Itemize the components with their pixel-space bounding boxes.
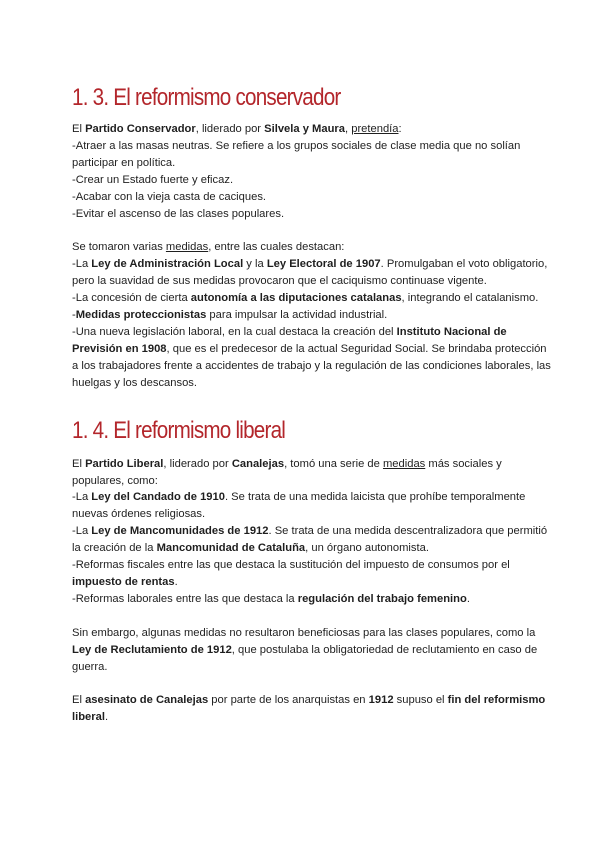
measure-item: -La Ley de Administración Local y la Ley Electoral de 1907. Promulgaban el voto obligatorio, pero la suavidad de sus medidas provocaron que el caciquismo continuase vigente. [72, 258, 548, 288]
liberal-item: -Reformas fiscales entre las que destaca la sustitución del impuesto de consumos por el impuesto de rentas. [72, 559, 510, 588]
section-title-conservador: 1. 3. El reformismo conservador [72, 84, 341, 111]
liberal-item: -La Ley de Mancomunidades de 1912. Se trata de una medida descentralizadora que permitió la creación de la Mancomunidad de Cataluña, un órgano autonomista. [72, 525, 548, 555]
aim-item: -Evitar el ascenso de las clases populares. [72, 207, 285, 220]
measure-item: -Medidas proteccionistas para impulsar la actividad industrial. [72, 309, 388, 322]
measure-item: -La concesión de cierta autonomía a las diputaciones catalanas, integrando el catalanismo. [72, 292, 539, 305]
aim-item: -Atraer a las masas neutras. Se refiere a los grupos sociales de clase media que no solían participar en política. [72, 139, 521, 169]
paragraph-canalejas: El asesinato de Canalejas por parte de los anarquistas en 1912 supuso el fin del reformismo liberal. [72, 694, 546, 724]
measures-intro: Se tomaron varias medidas, entre las cuales destacan: [72, 241, 345, 254]
paragraph-conservador-aims [72, 121, 552, 222]
aim-item: -Acabar con la vieja casta de caciques. [72, 190, 267, 203]
paragraph-conservador-measures [72, 239, 552, 391]
liberal-intro: El Partido Liberal, liderado por Canalejas, tomó una serie de medidas más sociales y populares, como: [72, 457, 502, 487]
section-title-liberal: 1. 4. El reformismo liberal [72, 416, 286, 444]
aim-item: -Crear un Estado fuerte y eficaz. [72, 173, 234, 186]
liberal-item: -La Ley del Candado de 1910. Se trata de una medida laicista que prohíbe temporalmente nuevas órdenes religiosas. [72, 491, 526, 521]
paragraph-reclutamiento: Sin embargo, algunas medidas no resultaron beneficiosas para las clases populares, como la Ley de Reclutamiento de 1912, que postulaba la obligatoriedad de reclutamiento en caso de guerra. [72, 626, 538, 673]
aims-intro: El Partido Conservador, liderado por Silvela y Maura, pretendía: [72, 123, 402, 135]
paragraph-liberal-measures [72, 456, 552, 608]
measure-item: -Una nueva legislación laboral, en la cual destaca la creación del Instituto Nacional de Previsión en 1908, que es el predecesor de la actual Seguridad Social. Se brindaba protección a los trabajadores frente a accidentes de trabajo y la regulación de las condiciones laborales, las huelgas y los descansos. [72, 325, 551, 389]
liberal-item: -Reformas laborales entre las que destaca la regulación del trabajo femenino. [72, 592, 470, 605]
